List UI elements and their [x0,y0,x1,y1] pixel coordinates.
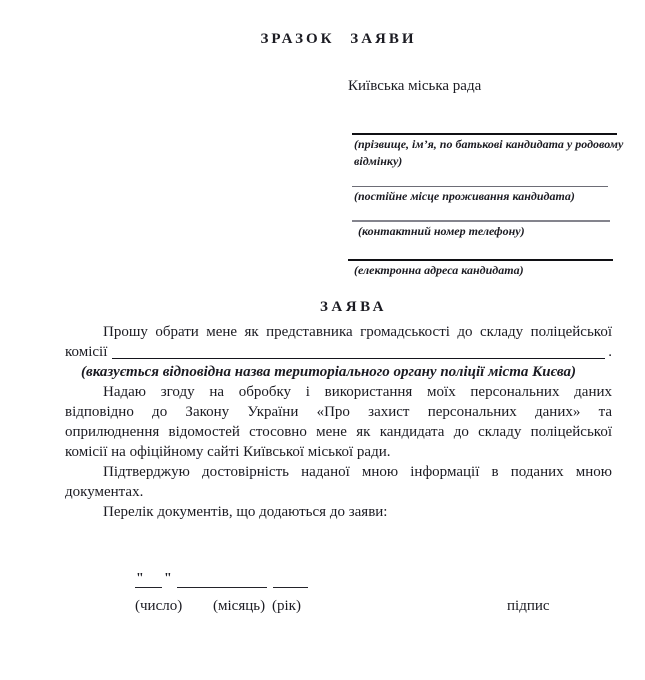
month-fill-line [177,587,267,588]
full-name-caption-line1: (прізвище, ім’я, по батькові кандидата у родовому [354,137,624,151]
field-phone [348,220,640,239]
residence-caption: (постійне місце проживання кандидата) [354,189,575,203]
year-fill-line [273,587,308,588]
email-fill-line [348,259,613,261]
residence-fill-line [352,186,608,187]
addressee-block [348,76,640,278]
consent-paragraph-line3: оприлюднення відомостей стосовно мене як кандидата до складу поліцейської [65,424,612,440]
field-full-name [348,133,640,169]
date-close-quote: " [164,571,172,586]
statement-body [65,322,612,522]
year-label: (рік) [272,598,301,614]
commission-fill-line [112,358,605,359]
sentence-period: . [608,344,612,360]
field-email [348,259,640,278]
full-name-caption-line2: відмінку) [354,154,403,168]
confirmation-paragraph-line1: Підтверджую достовірність наданої мною інформації в поданих мною [103,464,612,480]
email-caption: (електронна адреса кандидата) [354,263,524,277]
day-fill-line [135,587,162,588]
date-signature-block [65,570,612,630]
date-open-quote: " [136,571,144,586]
commission-caption: (вказується відповідна назва територіального органу поліції міста Києва) [81,364,576,380]
phone-fill-line [352,220,610,222]
month-label: (місяць) [213,598,266,614]
consent-paragraph-line2: відповідно до Закону України «Про захист персональних даних» та [65,404,612,420]
full-name-fill-line [352,133,617,135]
commission-word: комісії [65,344,108,360]
document-title: ЗРАЗОК ЗАЯВИ [260,31,417,47]
statement-heading: ЗАЯВА [320,299,387,315]
field-residence [348,186,640,204]
recipient-name: Київська міська рада [348,78,482,94]
documents-list-paragraph: Перелік документів, що додаються до заяви: [103,504,388,520]
confirmation-paragraph-line2: документах. [65,484,144,500]
consent-paragraph-line1: Надаю згоду на обробку і використання моїх персональних даних [103,384,612,400]
request-paragraph-line2 [65,342,612,362]
signature-label: підпис [507,598,550,614]
consent-paragraph-line4: комісії на офіційному сайті Київської міської ради. [65,444,391,460]
phone-caption: (контактний номер телефону) [358,224,525,238]
day-label: (число) [135,598,183,614]
request-paragraph-line1: Прошу обрати мене як представника громадськості до складу поліцейської [103,324,612,340]
